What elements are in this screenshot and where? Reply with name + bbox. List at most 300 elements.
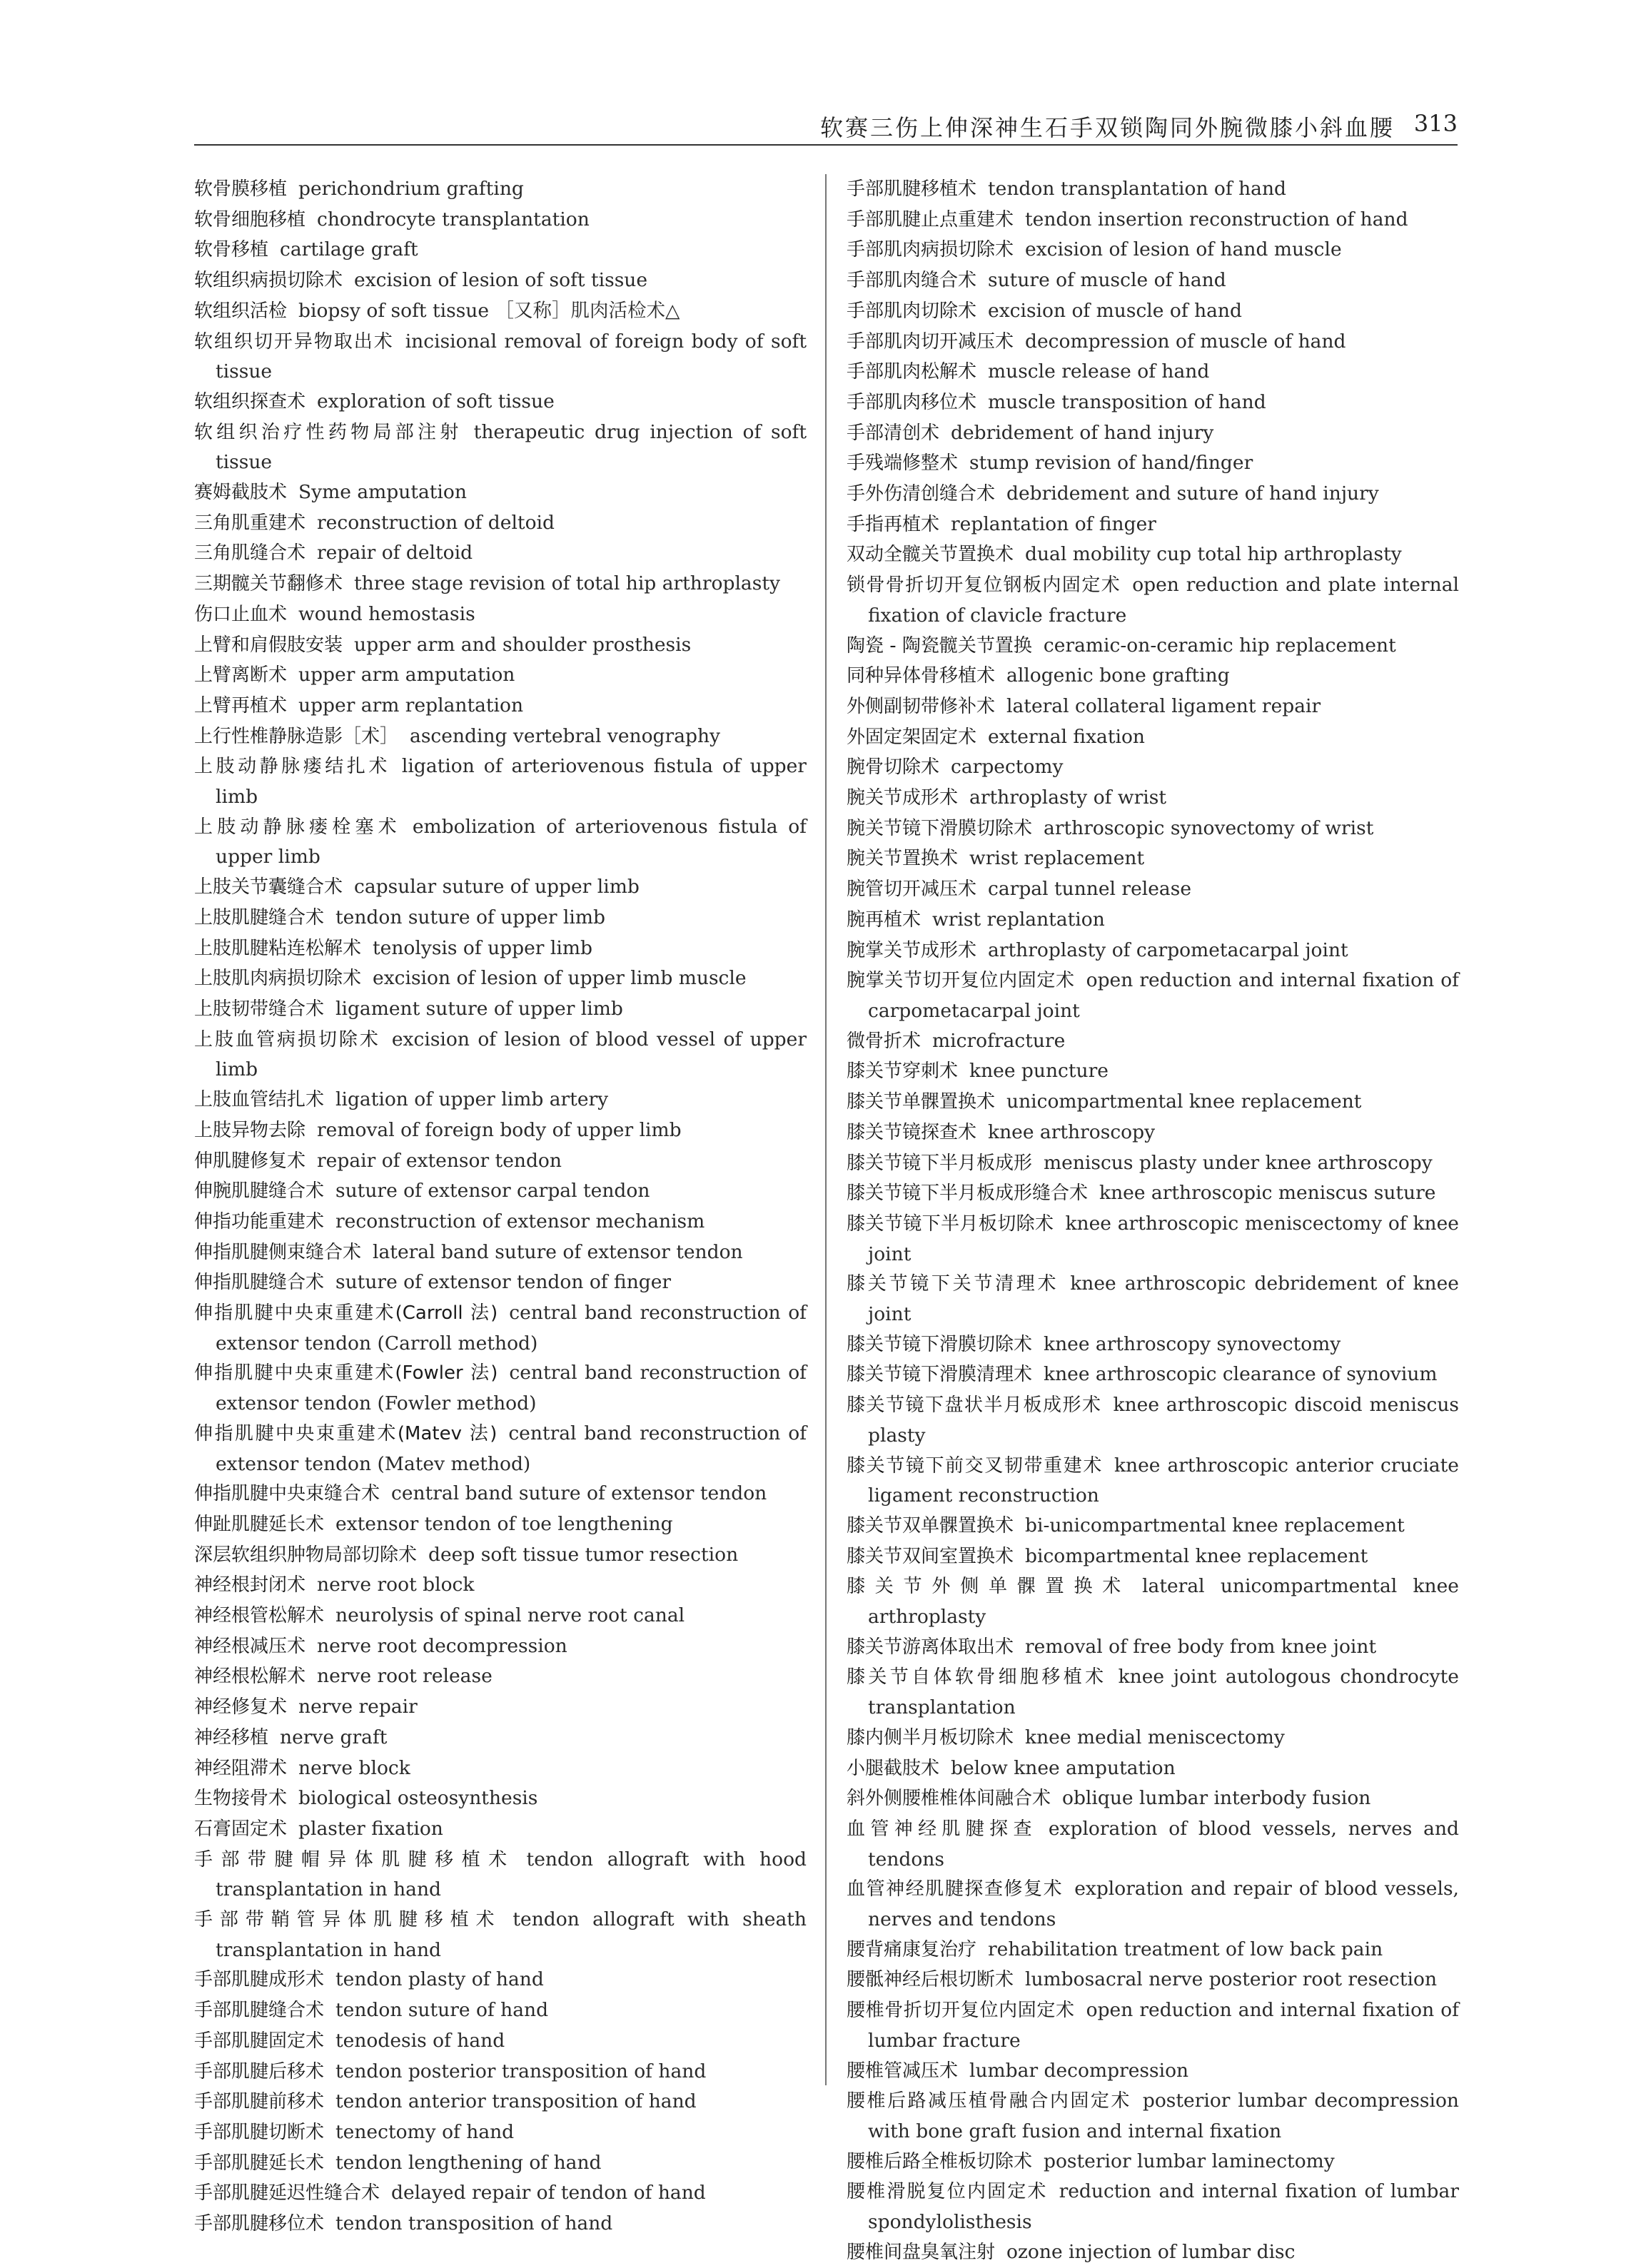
term-english: tendon allograft with hood transplantation in hand: [216, 1848, 807, 1901]
glossary-entry: [194, 2117, 807, 2148]
term-english: ceramic-on-ceramic hip replacement: [1043, 634, 1396, 657]
glossary-entry: [194, 1176, 807, 1207]
term-chinese: 手部肌腱成形术: [194, 1969, 325, 1991]
glossary-entry: [194, 205, 807, 236]
term-english: open reduction and plate internal fixation of clavicle fracture: [868, 574, 1459, 627]
term-english: tendon transposition of hand: [335, 2212, 613, 2235]
term-english: excision of lesion of hand muscle: [1025, 238, 1342, 261]
glossary-entry: [847, 388, 1459, 418]
glossary-entry: [194, 2148, 807, 2179]
glossary-entry: [847, 296, 1459, 327]
term-english: debridement and suture of hand injury: [1006, 482, 1379, 505]
term-english: tenolysis of upper limb: [373, 936, 592, 959]
glossary-entry: [847, 1451, 1459, 1511]
term-chinese: 伸指肌腱中央束缝合术: [194, 1483, 380, 1505]
glossary-entry: [194, 1661, 807, 1692]
term-chinese: 手部清创术: [847, 422, 940, 444]
glossary-entry: [847, 265, 1459, 296]
term-english: nerve block: [298, 1756, 410, 1779]
term-english: suture of extensor tendon of finger: [335, 1271, 672, 1294]
term-chinese: 神经根封闭术: [194, 1574, 306, 1596]
term-chinese: 膝关节镜探查术: [847, 1121, 977, 1143]
term-english: ligation of upper limb artery: [335, 1088, 609, 1111]
term-english: muscle release of hand: [988, 360, 1210, 383]
term-chinese: 膝关节双间室置换术: [847, 1545, 1014, 1567]
term-chinese: 上肢肌腱粘连松解术: [194, 937, 362, 959]
glossary-entry: [194, 2209, 807, 2239]
glossary-entry: [847, 510, 1459, 540]
term-chinese: 手部肌腱止点重建术: [847, 208, 1014, 231]
term-english: extensor tendon of toe lengthening: [335, 1512, 673, 1535]
glossary-entry: [847, 2147, 1459, 2177]
glossary-entry: [194, 1479, 807, 1509]
term-english: deep soft tissue tumor resection: [428, 1543, 739, 1566]
term-english: tenodesis of hand: [335, 2029, 505, 2052]
term-chinese: 软骨移植: [194, 239, 269, 261]
glossary-entry: [847, 1056, 1459, 1087]
glossary-entry: [847, 1662, 1459, 1722]
term-english: knee puncture: [969, 1060, 1109, 1083]
term-chinese: 腰背痛康复治疗: [847, 1938, 977, 1960]
term-english: tendon plasty of hand: [335, 1968, 544, 1991]
term-english: repair of deltoid: [317, 542, 473, 565]
term-chinese: 软组织活检: [194, 300, 288, 322]
glossary-entry: [194, 1965, 807, 1995]
glossary-entry: [194, 1692, 807, 1723]
term-chinese: 手部肌腱延迟性缝合术: [194, 2182, 380, 2204]
glossary-entry: [194, 174, 807, 205]
glossary-entry: [847, 1511, 1459, 1541]
term-chinese: 膝关节镜下半月板切除术: [847, 1213, 1054, 1235]
glossary-entry: [847, 448, 1459, 479]
term-chinese: 膝内侧半月板切除术: [847, 1726, 1014, 1748]
glossary-entry: [847, 783, 1459, 814]
glossary-entry: [194, 265, 807, 296]
term-english: knee arthroscopic anterior cruciate ligament reconstruction: [868, 1454, 1459, 1507]
glossary-entry: [194, 1905, 807, 1965]
term-chinese: 锁骨骨折切开复位钢板内固定术: [847, 574, 1121, 597]
term-english: bicompartmental knee replacement: [1025, 1544, 1368, 1567]
term-chinese: 膝关节镜下半月板成形: [847, 1152, 1033, 1174]
glossary-entry: [847, 2086, 1459, 2146]
glossary-entry: [194, 872, 807, 903]
glossary-entry: [847, 1935, 1459, 1965]
glossary-entry: [194, 994, 807, 1025]
term-english: removal of free body from knee joint: [1025, 1635, 1377, 1658]
glossary-entry: [194, 1845, 807, 1905]
term-english: suture of muscle of hand: [988, 269, 1226, 292]
glossary-entry: [847, 1026, 1459, 1057]
term-chinese: 神经根减压术: [194, 1635, 306, 1657]
glossary-entry: [847, 2056, 1459, 2087]
glossary-entry: [194, 1814, 807, 1845]
term-english: upper arm replantation: [298, 694, 524, 717]
term-english: knee arthroscopic clearance of synovium: [1044, 1363, 1438, 1386]
glossary-entry: [194, 1025, 807, 1085]
term-chinese: 血管神经肌腱探查修复术: [847, 1878, 1064, 1900]
term-english: knee arthroscopy synovectomy: [1044, 1332, 1341, 1355]
term-chinese: 膝关节外侧单髁置换术: [847, 1576, 1131, 1598]
glossary-entry: [194, 1995, 807, 2026]
term-chinese: 上臂和肩假肢安装: [194, 634, 343, 656]
term-chinese: 腰椎管减压术: [847, 2060, 959, 2082]
term-chinese: 神经阻滞术: [194, 1757, 288, 1779]
term-english: biopsy of soft tissue ［又称］肌肉活检术△: [298, 299, 680, 322]
term-chinese: 伸指肌腱中央束重建术(Fowler 法): [194, 1362, 498, 1384]
term-chinese: 上肢动静脉瘘栓塞术: [194, 816, 401, 838]
glossary-entry: [194, 933, 807, 964]
glossary-entry: [847, 874, 1459, 905]
glossary-entry: [194, 569, 807, 599]
term-english: rehabilitation treatment of low back pain: [988, 1938, 1383, 1960]
glossary-entry: [194, 2087, 807, 2117]
term-chinese: 外固定架固定术: [847, 726, 977, 748]
glossary-entry: [194, 417, 807, 477]
term-english: stump revision of hand/finger: [969, 452, 1253, 475]
term-chinese: 手部肌肉移位术: [847, 391, 977, 413]
term-english: wrist replantation: [932, 908, 1105, 931]
term-chinese: 软组织切开异物取出术: [194, 330, 394, 353]
term-chinese: 膝关节游离体取出术: [847, 1636, 1014, 1658]
term-english: incisional removal of foreign body of soft tissue: [216, 330, 807, 383]
term-chinese: 腕再植术: [847, 908, 921, 931]
term-english: microfracture: [932, 1029, 1066, 1052]
term-english: cartilage graft: [280, 238, 418, 261]
term-english: knee arthroscopic meniscus suture: [1099, 1182, 1436, 1205]
term-english: repair of extensor tendon: [317, 1149, 562, 1172]
term-chinese: 血管神经肌腱探查: [847, 1818, 1037, 1840]
glossary-entry: [194, 477, 807, 508]
term-english: ligament suture of upper limb: [335, 997, 623, 1020]
term-english: ozone injection of lumbar disc: [1006, 2240, 1296, 2263]
term-english: wrist replacement: [969, 847, 1145, 870]
term-english: tendon suture of hand: [335, 1999, 549, 2022]
glossary-entry: [847, 2237, 1459, 2268]
term-english: carpal tunnel release: [988, 878, 1192, 901]
glossary-entry: [847, 1118, 1459, 1148]
glossary-entry: [194, 1540, 807, 1571]
term-english: therapeutic drug injection of soft tissue: [216, 420, 807, 474]
term-chinese: 腰椎后路减压植骨融合内固定术: [847, 2090, 1131, 2112]
term-chinese: 腕关节镜下滑膜切除术: [847, 817, 1033, 839]
term-english: meniscus plasty under knee arthroscopy: [1044, 1151, 1433, 1174]
term-chinese: 膝关节镜下盘状半月板成形术: [847, 1394, 1102, 1417]
term-chinese: 腕关节成形术: [847, 787, 959, 809]
term-english: three stage revision of total hip arthroplasty: [354, 572, 780, 595]
term-chinese: 手部带鞘管异体肌腱移植术: [194, 1909, 502, 1931]
term-chinese: 膝关节自体软骨细胞移植术: [847, 1666, 1107, 1689]
term-chinese: 上行性椎静脉造影［术］: [194, 725, 399, 747]
glossary-entry: [847, 479, 1459, 510]
term-chinese: 手部肌腱缝合术: [194, 2000, 325, 2022]
term-english: knee arthroscopic debridement of knee joint: [868, 1272, 1459, 1326]
term-chinese: 伸腕肌腱缝合术: [194, 1180, 325, 1203]
term-english: replantation of finger: [951, 512, 1156, 535]
glossary-entry: [194, 812, 807, 872]
term-english: exploration and repair of blood vessels, nerves and tendons: [868, 1878, 1459, 1931]
glossary-entry: [847, 1571, 1459, 1631]
term-chinese: 伸肌腱修复术: [194, 1150, 306, 1172]
term-english: bi-unicompartmental knee replacement: [1025, 1514, 1405, 1537]
term-english: exploration of soft tissue: [317, 390, 555, 412]
glossary-entry: [847, 1209, 1459, 1269]
term-chinese: 软组织治疗性药物局部注射: [194, 421, 463, 443]
term-english: ascending vertebral venography: [410, 724, 720, 747]
term-english: tendon suture of upper limb: [335, 906, 605, 928]
term-english: dual mobility cup total hip arthroplasty: [1025, 543, 1402, 566]
term-chinese: 手部肌肉切开减压术: [847, 330, 1014, 353]
term-chinese: 伸趾肌腱延长术: [194, 1513, 325, 1535]
glossary-entry: [194, 599, 807, 630]
term-chinese: 手部肌肉缝合术: [847, 270, 977, 292]
term-chinese: 上肢肌腱缝合术: [194, 906, 325, 928]
glossary-entry: [847, 631, 1459, 662]
term-chinese: 软骨细胞移植: [194, 208, 306, 231]
glossary-entry: [194, 1783, 807, 1814]
term-chinese: 腰骶神经后根切断术: [847, 1969, 1014, 1991]
term-chinese: 神经修复术: [194, 1696, 288, 1718]
term-chinese: 陶瓷 - 陶瓷髋关节置换: [847, 634, 1032, 657]
term-english: delayed repair of tendon of hand: [391, 2182, 706, 2204]
glossary-entry: [194, 296, 807, 327]
term-english: arthroplasty of carpometacarpal joint: [988, 938, 1348, 961]
term-chinese: 手指再植术: [847, 513, 940, 535]
term-chinese: 腰椎间盘臭氧注射: [847, 2241, 996, 2263]
term-chinese: 深层软组织肿物局部切除术: [194, 1544, 418, 1566]
term-chinese: 上肢肌肉病损切除术: [194, 968, 362, 990]
term-english: excision of lesion of upper limb muscle: [373, 967, 747, 990]
term-english: reconstruction of deltoid: [317, 511, 555, 534]
term-english: posterior lumbar decompression with bone graft fusion and internal fixation: [868, 2090, 1459, 2142]
glossary-entry: [847, 1995, 1459, 2055]
glossary-entry: [194, 1509, 807, 1540]
term-english: knee joint autologous chondrocyte transplantation: [868, 1666, 1459, 1719]
page-header: [194, 107, 1458, 146]
term-chinese: 赛姆截肢术: [194, 482, 288, 504]
term-chinese: 膝关节镜下滑膜切除术: [847, 1333, 1033, 1355]
glossary-entry: [847, 814, 1459, 844]
term-chinese: 膝关节穿刺术: [847, 1060, 959, 1083]
glossary-entry: [194, 1207, 807, 1237]
term-english: perichondrium grafting: [298, 178, 524, 200]
term-chinese: 腕管切开减压术: [847, 879, 977, 901]
glossary-entry: [847, 1783, 1459, 1814]
term-english: open reduction and internal fixation of carpometacarpal joint: [868, 969, 1459, 1022]
glossary-entry: [847, 692, 1459, 722]
term-english: central band reconstruction of extensor tendon (Fowler method): [216, 1362, 807, 1415]
term-chinese: 石膏固定术: [194, 1818, 288, 1840]
glossary-entry: [847, 1148, 1459, 1179]
term-english: central band reconstruction of extensor tendon (Carroll method): [216, 1302, 807, 1355]
term-english: central band suture of extensor tendon: [391, 1482, 767, 1505]
glossary-entry: [847, 327, 1459, 358]
term-chinese: 伸指肌腱中央束重建术(Carroll 法): [194, 1302, 498, 1325]
term-chinese: 手部肌腱移位术: [194, 2213, 325, 2235]
glossary-entry: [194, 903, 807, 933]
term-chinese: 微骨折术: [847, 1030, 921, 1052]
glossary-entry: [847, 174, 1459, 205]
term-english: nerve root decompression: [317, 1634, 567, 1657]
term-english: excision of lesion of soft tissue: [354, 269, 648, 292]
term-english: tenectomy of hand: [335, 2121, 515, 2143]
term-english: lumbar decompression: [969, 2059, 1189, 2082]
term-chinese: 手部带腱帽异体肌腱移植术: [194, 1848, 515, 1870]
term-chinese: 手部肌腱固定术: [194, 2030, 325, 2052]
term-chinese: 伸指肌腱缝合术: [194, 1272, 325, 1294]
term-english: muscle transposition of hand: [988, 390, 1266, 413]
term-english: central band reconstruction of extensor tendon (Matev method): [216, 1422, 807, 1475]
glossary-entry: [847, 1087, 1459, 1118]
term-chinese: 上肢血管病损切除术: [194, 1028, 380, 1051]
glossary-entry: [194, 2026, 807, 2057]
term-english: carpectomy: [951, 756, 1064, 779]
term-chinese: 伸指肌腱侧束缝合术: [194, 1241, 362, 1263]
term-english: debridement of hand injury: [951, 421, 1214, 444]
term-chinese: 外侧副韧带修补术: [847, 695, 996, 717]
glossary-entry: [847, 1360, 1459, 1390]
term-chinese: 膝关节镜下前交叉韧带重建术: [847, 1454, 1103, 1477]
term-chinese: 同种异体骨移植术: [847, 665, 996, 687]
term-chinese: 手部肌腱延长术: [194, 2152, 325, 2174]
glossary-entry: [847, 357, 1459, 388]
term-english: capsular suture of upper limb: [354, 876, 640, 898]
glossary-entry: [847, 205, 1459, 236]
term-chinese: 手部肌腱后移术: [194, 2060, 325, 2082]
glossary-entry: [847, 722, 1459, 753]
term-english: upper arm and shoulder prosthesis: [354, 633, 692, 656]
term-english: nerve root block: [317, 1574, 475, 1596]
term-english: nerve graft: [280, 1726, 388, 1748]
term-english: tendon transplantation of hand: [988, 178, 1287, 200]
term-english: biological osteosynthesis: [298, 1787, 538, 1810]
glossary-entry: [847, 418, 1459, 449]
glossary-entry: [847, 844, 1459, 874]
glossary-entry: [194, 387, 807, 417]
glossary-entry: [194, 538, 807, 569]
term-chinese: 膝关节单髁置换术: [847, 1091, 996, 1113]
term-english: allogenic bone grafting: [1006, 664, 1230, 687]
glossary-entry: [194, 508, 807, 539]
glossary-entry: [194, 1601, 807, 1631]
term-english: decompression of muscle of hand: [1025, 330, 1346, 353]
glossary-entry: [194, 1358, 807, 1418]
term-chinese: 膝关节镜下关节清理术: [847, 1273, 1059, 1295]
term-english: lateral collateral ligament repair: [1006, 694, 1321, 717]
glossary-entry: [847, 1753, 1459, 1784]
glossary-entry: [194, 1267, 807, 1298]
term-chinese: 上肢韧带缝合术: [194, 998, 325, 1020]
glossary-entry: [847, 1330, 1459, 1360]
running-head-title: 软赛三伤上伸深神生石手双锁陶同外腕微膝小斜血腰: [819, 114, 1395, 141]
term-chinese: 腕掌关节成形术: [847, 939, 977, 961]
term-english: suture of extensor carpal tendon: [335, 1180, 650, 1203]
term-english: tendon allograft with sheath transplantation in hand: [216, 1908, 807, 1961]
glossary-entry: [847, 752, 1459, 783]
glossary-entry: [194, 2057, 807, 2087]
glossary-entry: [847, 235, 1459, 265]
term-chinese: 手残端修整术: [847, 452, 959, 475]
term-english: exploration of blood vessels, nerves and tendons: [868, 1817, 1459, 1870]
glossary-entry: [847, 1632, 1459, 1663]
term-english: nerve repair: [298, 1696, 418, 1718]
page-number: 313: [1413, 110, 1458, 137]
term-chinese: 上肢关节囊缝合术: [194, 876, 343, 898]
glossary-entry: [194, 660, 807, 691]
term-chinese: 小腿截肢术: [847, 1757, 940, 1779]
glossary-entry: [847, 661, 1459, 692]
term-chinese: 斜外侧腰椎椎体间融合术: [847, 1788, 1051, 1810]
term-chinese: 手部肌腱前移术: [194, 2091, 325, 2113]
term-chinese: 三角肌重建术: [194, 512, 306, 534]
term-english: knee arthroscopic meniscectomy of knee joint: [868, 1212, 1459, 1265]
term-english: knee arthroscopic discoid meniscus plasty: [868, 1394, 1459, 1447]
glossary-entry: [194, 1085, 807, 1115]
term-english: removal of foreign body of upper limb: [317, 1118, 682, 1141]
term-chinese: 手部肌腱切断术: [194, 2122, 325, 2143]
term-english: tendon insertion reconstruction of hand: [1025, 208, 1408, 231]
term-chinese: 伸指肌腱中央束重建术(Matev 法): [194, 1422, 498, 1444]
term-english: excision of lesion of blood vessel of upper limb: [216, 1028, 807, 1081]
glossary-entry: [847, 1269, 1459, 1329]
term-chinese: 伸指功能重建术: [194, 1210, 325, 1232]
glossary-entry: [847, 540, 1459, 570]
term-chinese: 手外伤清创缝合术: [847, 483, 996, 505]
glossary-entry: [847, 1390, 1459, 1450]
term-english: knee medial meniscectomy: [1025, 1726, 1285, 1748]
glossary-entry: [194, 1115, 807, 1146]
glossary-entry: [194, 722, 807, 752]
term-english: reconstruction of extensor mechanism: [335, 1210, 705, 1232]
glossary-entry: [194, 1146, 807, 1177]
term-chinese: 神经根管松解术: [194, 1605, 325, 1627]
glossary-entry: [847, 966, 1459, 1026]
glossary-entry: [847, 1723, 1459, 1753]
term-chinese: 伤口止血术: [194, 603, 288, 625]
term-chinese: 腰椎滑脱复位内固定术: [847, 2181, 1048, 2203]
term-english: lateral band suture of extensor tendon: [373, 1240, 743, 1263]
glossary-entry: [194, 1753, 807, 1784]
term-chinese: 软组织病损切除术: [194, 270, 343, 292]
term-chinese: 膝关节镜下滑膜清理术: [847, 1364, 1033, 1386]
glossary-entry: [194, 691, 807, 722]
glossary-entry: [194, 630, 807, 661]
term-english: upper arm amputation: [298, 664, 515, 687]
term-chinese: 神经根松解术: [194, 1666, 306, 1688]
term-english: external fixation: [988, 725, 1145, 748]
term-english: posterior lumbar laminectomy: [1044, 2150, 1335, 2172]
term-english: tendon posterior transposition of hand: [335, 2060, 707, 2082]
term-chinese: 上臂再植术: [194, 694, 288, 717]
term-english: reduction and internal fixation of lumbar spondylolisthesis: [868, 2180, 1459, 2234]
term-english: nerve root release: [317, 1665, 493, 1688]
term-chinese: 腕骨切除术: [847, 756, 940, 779]
glossary-entry: [847, 1541, 1459, 1572]
term-english: unicompartmental knee replacement: [1006, 1090, 1362, 1113]
term-english: arthroplasty of wrist: [969, 786, 1166, 809]
term-chinese: 三期髋关节翻修术: [194, 573, 343, 595]
left-column: [194, 174, 807, 2239]
term-chinese: 双动全髋关节置换术: [847, 544, 1014, 566]
term-english: wound hemostasis: [298, 602, 475, 625]
glossary-entry: [847, 570, 1459, 630]
term-english: tendon lengthening of hand: [335, 2151, 602, 2174]
glossary-entry: [194, 1570, 807, 1601]
glossary-entry: [847, 1814, 1459, 1874]
term-chinese: 三角肌缝合术: [194, 542, 306, 565]
term-chinese: 腰椎骨折切开复位内固定术: [847, 2000, 1075, 2022]
term-chinese: 上肢血管结扎术: [194, 1089, 325, 1111]
glossary-entry: [194, 751, 807, 811]
